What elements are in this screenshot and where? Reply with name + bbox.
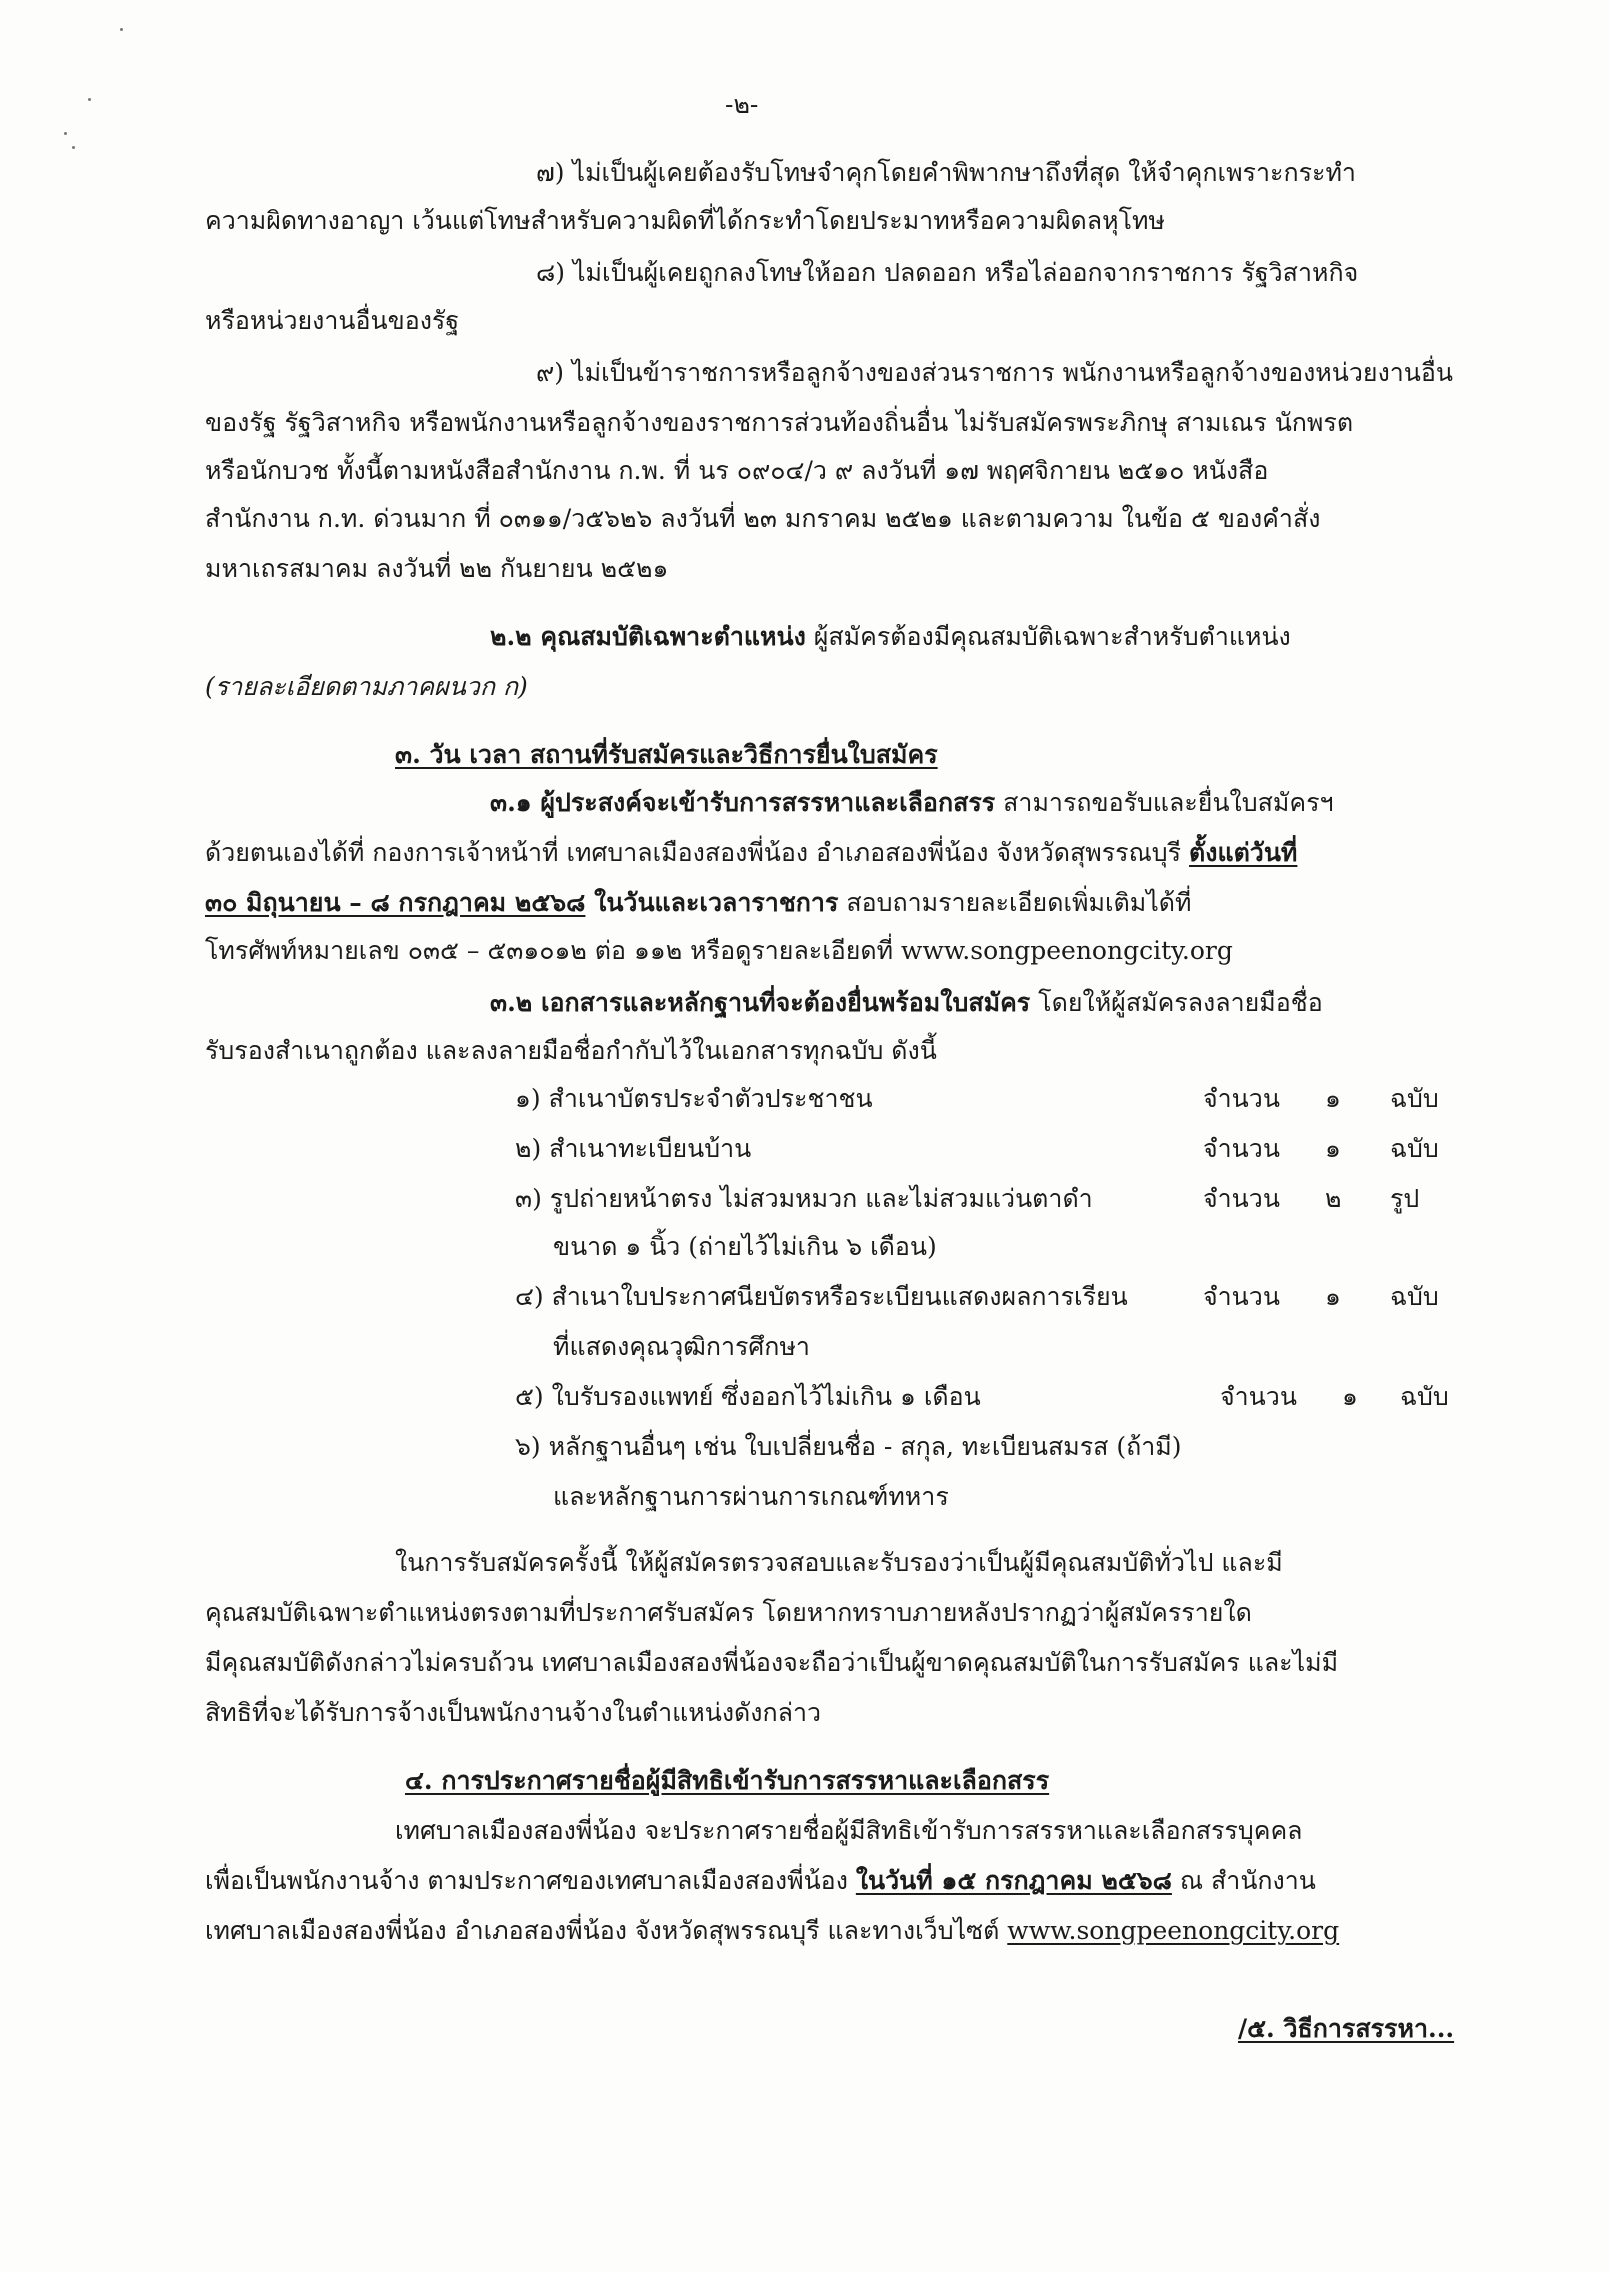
doc-item-4-line2: ที่แสดงคุณวุฒิการศึกษา <box>553 1332 810 1361</box>
section4-line2 <box>205 1864 1316 1898</box>
item3-1-line2a: ด้วยตนเองได้ที่ กองการเจ้าหน้าที่ เทศบาลเมืองสองพี่น้อง อำเภอสองพี่น้อง จังหวัดสุพรรณบุรี <box>205 838 1190 867</box>
continuation-marker <box>1238 2012 1454 2046</box>
item3-2-line1 <box>490 986 1323 1020</box>
item3-1-line2 <box>205 836 1297 870</box>
certification-line1: ในการรับสมัครครั้งนี้ ให้ผู้สมัครตรวจสอบและรับรองว่าเป็นผู้มีคุณสมบัติทั่วไป และมี <box>395 1548 1283 1577</box>
scan-speck <box>88 98 91 101</box>
doc-qty-label-2: จำนวน <box>1203 1134 1280 1163</box>
scan-speck <box>64 132 67 135</box>
item7-line1: ๗) ไม่เป็นผู้เคยต้องรับโทษจำคุกโดยคำพิพากษาถึงที่สุด ให้จำคุกเพราะกระทำ <box>536 158 1356 187</box>
doc-item-5: ๕) ใบรับรองแพทย์ ซึ่งออกไว้ไม่เกิน ๑ เดือน <box>515 1382 981 1411</box>
section4-line3a: เทศบาลเมืองสองพี่น้อง อำเภอสองพี่น้อง จังหวัดสุพรรณบุรี และทางเว็บไซต์ <box>205 1916 1008 1945</box>
item2-2-paragraph <box>490 620 1291 654</box>
doc-unit-3: รูป <box>1390 1184 1420 1213</box>
start-date-label: ตั้งแต่วันที่ <box>1189 838 1298 867</box>
application-date-range: ๓๐ มิถุนายน – ๘ กรกฎาคม ๒๕๖๘ <box>205 888 586 917</box>
item7-line2: ความผิดทางอาญา เว้นแต่โทษสำหรับความผิดที่ได้กระทำโดยประมาทหรือความผิดลหุโทษ <box>205 206 1165 235</box>
item3-2-text1: โดยให้ผู้สมัครลงลายมือชื่อ <box>1030 988 1323 1017</box>
doc-item-3: ๓) รูปถ่ายหน้าตรง ไม่สวมหมวก และไม่สวมแว่นตาดำ <box>515 1184 1093 1213</box>
item3-1-heading: ๓.๑ ผู้ประสงค์จะเข้ารับการสรรหาและเลือกสรร <box>490 788 996 817</box>
doc-unit-2: ฉบับ <box>1390 1134 1439 1163</box>
doc-qty-label-1: จำนวน <box>1203 1084 1280 1113</box>
doc-item-2: ๒) สำเนาทะเบียนบ้าน <box>515 1134 752 1163</box>
item3-1-text1: สามารถขอรับและยื่นใบสมัครฯ <box>995 788 1334 817</box>
page-number: -๒- <box>725 90 759 119</box>
item3-2-line2: รับรองสำเนาถูกต้อง และลงลายมือชื่อกำกับไว้ในเอกสารทุกฉบับ ดังนี้ <box>205 1036 937 1065</box>
doc-qty-4: ๑ <box>1325 1282 1341 1311</box>
section4-line1: เทศบาลเมืองสองพี่น้อง จะประกาศรายชื่อผู้มีสิทธิเข้ารับการสรรหาและเลือกสรรบุคคล <box>395 1816 1303 1845</box>
doc-qty-2: ๑ <box>1325 1134 1341 1163</box>
announcement-date: ในวันที่ ๑๕ กรกฎาคม ๒๕๖๘ <box>855 1866 1172 1895</box>
continuation-text: /๕. วิธีการสรรหา... <box>1238 2014 1455 2043</box>
item3-2-heading: ๓.๒ เอกสารและหลักฐานที่จะต้องยื่นพร้อมใบสมัคร <box>490 988 1031 1017</box>
item8-line1: ๘) ไม่เป็นผู้เคยถูกลงโทษให้ออก ปลดออก หรือไล่ออกจากราชการ รัฐวิสาหกิจ <box>536 258 1359 287</box>
item9-line5: มหาเถรสมาคม ลงวันที่ ๒๒ กันยายน ๒๕๒๑ <box>205 554 669 583</box>
item8-line2: หรือหน่วยงานอื่นของรัฐ <box>205 306 460 335</box>
item9-line3: หรือนักบวช ทั้งนี้ตามหนังสือสำนักงาน ก.พ. ที่ นร ๐๙๐๔/ว ๙ ลงวันที่ ๑๗ พฤศจิกายน ๒๕๑๐ หนังสือ <box>205 456 1269 485</box>
doc-item-6-line2: และหลักฐานการผ่านการเกณฑ์ทหาร <box>553 1482 949 1511</box>
doc-unit-1: ฉบับ <box>1390 1084 1439 1113</box>
item3-1-line1 <box>490 786 1334 820</box>
item2-2-text: ผู้สมัครต้องมีคุณสมบัติเฉพาะสำหรับตำแหน่ง <box>805 622 1291 651</box>
doc-item-1: ๑) สำเนาบัตรประจำตัวประชาชน <box>515 1084 873 1113</box>
section3-heading: ๓. วัน เวลา สถานที่รับสมัครและวิธีการยื่นใบสมัคร <box>395 740 938 769</box>
section4-heading: ๔. การประกาศรายชื่อผู้มีสิทธิเข้ารับการสรรหาและเลือกสรร <box>405 1766 1050 1795</box>
item9-line2: ของรัฐ รัฐวิสาหกิจ หรือพนักงานหรือลูกจ้างของราชการส่วนท้องถิ่นอื่น ไม่รับสมัครพระภิกษุ สามเณร นักพรต <box>205 408 1354 437</box>
doc-qty-label-3: จำนวน <box>1203 1184 1280 1213</box>
appendix-note: (รายละเอียดตามภาคผนวก ก) <box>205 672 528 701</box>
doc-unit-4: ฉบับ <box>1390 1282 1439 1311</box>
item9-line1: ๙) ไม่เป็นข้าราชการหรือลูกจ้างของส่วนราชการ พนักงานหรือลูกจ้างของหน่วยงานอื่น <box>536 358 1454 387</box>
scan-speck <box>120 28 123 31</box>
item2-2-heading: ๒.๒ คุณสมบัติเฉพาะตำแหน่ง <box>490 622 806 651</box>
certification-line2: คุณสมบัติเฉพาะตำแหน่งตรงตามที่ประกาศรับสมัคร โดยหากทราบภายหลังปรากฏว่าผู้สมัครรายใด <box>205 1598 1252 1627</box>
office-hours: ในวันและเวลาราชการ <box>585 888 839 917</box>
doc-qty-label-4: จำนวน <box>1203 1282 1280 1311</box>
item3-1-line3c: สอบถามรายละเอียดเพิ่มเติมได้ที่ <box>838 888 1192 917</box>
doc-unit-5: ฉบับ <box>1400 1382 1449 1411</box>
item9-line4: สำนักงาน ก.ท. ด่วนมาก ที่ ๐๓๑๑/ว๕๖๒๖ ลงวันที่ ๒๓ มกราคม ๒๕๒๑ และตามความ ในข้อ ๕ ของคำสั่ง <box>205 504 1321 533</box>
doc-item-4: ๔) สำเนาใบประกาศนียบัตรหรือระเบียนแสดงผลการเรียน <box>515 1282 1128 1311</box>
doc-qty-5: ๑ <box>1342 1382 1358 1411</box>
certification-line4: สิทธิที่จะได้รับการจ้างเป็นพนักงานจ้างในตำแหน่งดังกล่าว <box>205 1698 822 1727</box>
doc-qty-1: ๑ <box>1325 1084 1341 1113</box>
scan-speck <box>72 146 75 149</box>
section4-line2a: เพื่อเป็นพนักงานจ้าง ตามประกาศของเทศบาลเมืองสองพี่น้อง <box>205 1866 856 1895</box>
certification-line3: มีคุณสมบัติดังกล่าวไม่ครบถ้วน เทศบาลเมืองสองพี่น้องจะถือว่าเป็นผู้ขาดคุณสมบัติในการรับสมัคร และไม่มี <box>205 1648 1339 1677</box>
doc-item-6: ๖) หลักฐานอื่นๆ เช่น ใบเปลี่ยนชื่อ - สกุล, ทะเบียนสมรส (ถ้ามี) <box>515 1432 1182 1461</box>
doc-qty-3: ๒ <box>1325 1184 1342 1213</box>
section4-line2c: ณ สำนักงาน <box>1171 1866 1316 1895</box>
item3-1-line3 <box>205 886 1192 920</box>
section4-line3 <box>205 1914 1339 1948</box>
item3-1-line4: โทรศัพท์หมายเลข ๐๓๕ – ๕๓๑๐๑๒ ต่อ ๑๑๒ หรือดูรายละเอียดที่ www.songpeenongcity.org <box>205 936 1233 965</box>
doc-qty-label-5: จำนวน <box>1220 1382 1297 1411</box>
doc-item-3-line2: ขนาด ๑ นิ้ว (ถ่ายไว้ไม่เกิน ๖ เดือน) <box>553 1232 937 1261</box>
website-link[interactable]: www.songpeenongcity.org <box>1007 1916 1340 1945</box>
